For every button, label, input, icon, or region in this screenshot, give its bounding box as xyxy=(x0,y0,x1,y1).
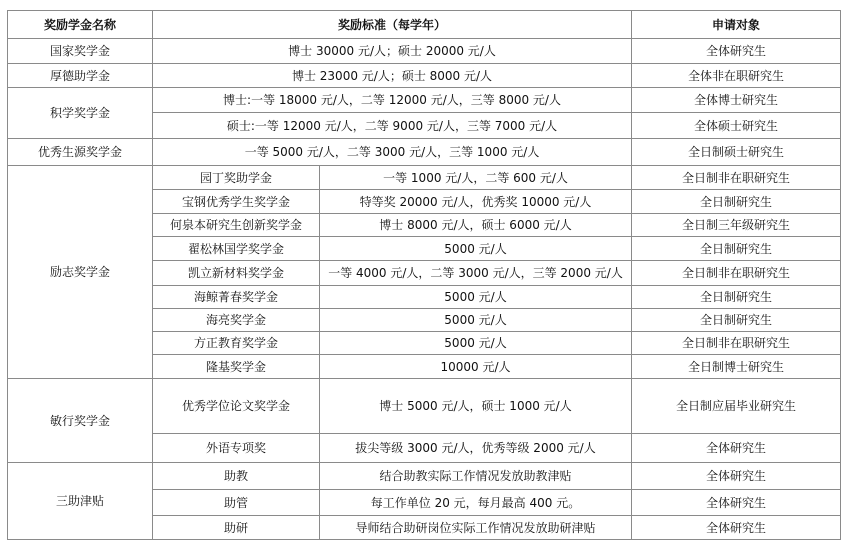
target-cell: 全日制硕士研究生 xyxy=(632,139,841,166)
sub-scholarship-name: 方正教育奖学金 xyxy=(153,332,320,355)
scholarship-name: 三助津贴 xyxy=(8,463,153,540)
sub-scholarship-name: 外语专项奖 xyxy=(153,434,320,463)
standard-cell: 5000 元/人 xyxy=(320,286,632,309)
standard-cell: 博士 23000 元/人；硕士 8000 元/人 xyxy=(153,64,632,88)
scholarship-name: 国家奖学金 xyxy=(8,39,153,64)
standard-cell: 一等 1000 元/人，二等 600 元/人 xyxy=(320,166,632,190)
header-standard: 奖励标准（每学年） xyxy=(153,11,632,39)
scholarship-name: 励志奖学金 xyxy=(8,166,153,379)
standard-cell: 拔尖等级 3000 元/人，优秀等级 2000 元/人 xyxy=(320,434,632,463)
target-cell: 全日制三年级研究生 xyxy=(632,214,841,237)
table-row xyxy=(8,64,841,88)
standard-cell: 一等 4000 元/人，二等 3000 元/人，三等 2000 元/人 xyxy=(320,261,632,286)
target-cell: 全体非在职研究生 xyxy=(632,64,841,88)
table-row xyxy=(8,463,841,490)
scholarship-name: 积学奖学金 xyxy=(8,88,153,139)
standard-cell: 每工作单位 20 元，每月最高 400 元。 xyxy=(320,490,632,516)
sub-scholarship-name: 翟松林国学奖学金 xyxy=(153,237,320,261)
scholarship-name: 敏行奖学金 xyxy=(8,379,153,463)
header-name: 奖励学金名称 xyxy=(8,11,153,39)
standard-cell: 5000 元/人 xyxy=(320,309,632,332)
sub-scholarship-name: 何泉本研究生创新奖学金 xyxy=(153,214,320,237)
target-cell: 全日制非在职研究生 xyxy=(632,166,841,190)
target-cell: 全日制非在职研究生 xyxy=(632,332,841,355)
target-cell: 全体博士研究生 xyxy=(632,88,841,113)
standard-cell: 特等奖 20000 元/人，优秀奖 10000 元/人 xyxy=(320,190,632,214)
target-cell: 全日制研究生 xyxy=(632,286,841,309)
target-cell: 全日制应届毕业研究生 xyxy=(632,379,841,434)
target-cell: 全日制研究生 xyxy=(632,190,841,214)
header-target: 申请对象 xyxy=(632,11,841,39)
target-cell: 全体研究生 xyxy=(632,434,841,463)
standard-cell: 博士 8000 元/人，硕士 6000 元/人 xyxy=(320,214,632,237)
sub-scholarship-name: 海鲸菁春奖学金 xyxy=(153,286,320,309)
sub-scholarship-name: 助管 xyxy=(153,490,320,516)
table-row xyxy=(8,139,841,166)
target-cell: 全体研究生 xyxy=(632,516,841,540)
standard-cell: 博士 30000 元/人；硕士 20000 元/人 xyxy=(153,39,632,64)
scholarship-table xyxy=(7,10,841,540)
table-row xyxy=(8,39,841,64)
standard-cell: 10000 元/人 xyxy=(320,355,632,379)
standard-cell: 一等 5000 元/人，二等 3000 元/人，三等 1000 元/人 xyxy=(153,139,632,166)
target-cell: 全日制研究生 xyxy=(632,309,841,332)
standard-cell: 5000 元/人 xyxy=(320,332,632,355)
sub-scholarship-name: 海亮奖学金 xyxy=(153,309,320,332)
sub-scholarship-name: 宝钢优秀学生奖学金 xyxy=(153,190,320,214)
target-cell: 全体硕士研究生 xyxy=(632,113,841,139)
target-cell: 全体研究生 xyxy=(632,39,841,64)
sub-scholarship-name: 助教 xyxy=(153,463,320,490)
sub-scholarship-name: 隆基奖学金 xyxy=(153,355,320,379)
scholarship-name: 厚德助学金 xyxy=(8,64,153,88)
sub-scholarship-name: 凯立新材料奖学金 xyxy=(153,261,320,286)
sub-scholarship-name: 园丁奖助学金 xyxy=(153,166,320,190)
table-row xyxy=(8,166,841,190)
table-row xyxy=(8,379,841,434)
standard-cell: 硕士:一等 12000 元/人，二等 9000 元/人，三等 7000 元/人 xyxy=(153,113,632,139)
target-cell: 全日制研究生 xyxy=(632,237,841,261)
standard-cell: 博士 5000 元/人，硕士 1000 元/人 xyxy=(320,379,632,434)
table-row xyxy=(8,88,841,113)
target-cell: 全日制博士研究生 xyxy=(632,355,841,379)
table-header-row xyxy=(8,11,841,39)
target-cell: 全体研究生 xyxy=(632,463,841,490)
scholarship-name: 优秀生源奖学金 xyxy=(8,139,153,166)
sub-scholarship-name: 优秀学位论文奖学金 xyxy=(153,379,320,434)
target-cell: 全日制非在职研究生 xyxy=(632,261,841,286)
standard-cell: 5000 元/人 xyxy=(320,237,632,261)
standard-cell: 博士:一等 18000 元/人，二等 12000 元/人，三等 8000 元/人 xyxy=(153,88,632,113)
target-cell: 全体研究生 xyxy=(632,490,841,516)
sub-scholarship-name: 助研 xyxy=(153,516,320,540)
standard-cell: 导师结合助研岗位实际工作情况发放助研津贴 xyxy=(320,516,632,540)
standard-cell: 结合助教实际工作情况发放助教津贴 xyxy=(320,463,632,490)
